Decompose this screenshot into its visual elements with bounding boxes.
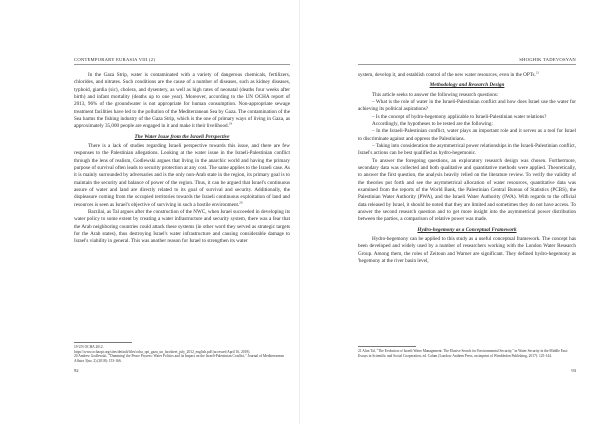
right-paragraph-design: To answer the foregoing questions, an exploratory research design was chosen. Furthermore, secondary data was collected and both qualitative and quantitative methods were applied. Theoretically, to answer the first question, the analysis heavily relied on the literature review. To verify the validity of the theories put forth and see the asymmetrical allocation of water resources, quantitative data was examined from the reports of the World Bank, the Palestinian Central Bureau of Statistics (PCBS), the Palestinian Water Authority (PWA), and the Israeli Water Authority (IWA). With regards to the official data released by Israel, it should be noted that they are limited and sometimes they do not have access. To answer the second research question and to get more insight into the asymmetrical power distribution between the parties, a comparison of relative power was made.: [358, 157, 576, 223]
hydro-hegemony-heading: Hydro-hegemony as a Conceptual Framework: [417, 226, 517, 233]
right-footnotes: [358, 340, 576, 358]
left-running-head: CONTEMPORARY EURASIA VIII (2): [74, 57, 156, 62]
left-footnotes: [74, 336, 290, 364]
right-paragraph-1: This article seeks to answer the following research questions:: [372, 91, 499, 98]
footnote-19-url[interactable]: https://www.ochaopt.org/sites/default/files/ocha_opt_gaza_un_factsheet_july_2012_english.pdf (accessed April 16, 2019).: [74, 349, 251, 354]
footnote-19: 19 UN OCHA 2012.: [74, 345, 104, 349]
left-paragraph-1: In the Gaza Strip, water is contaminated with a variety of dangerous chemicals, fertilizers, chlorides, and nitrates. Such conditions are the cause of a number of diseases, such as kidney diseases, typhoid, giardia (sic), cholera, and dysentery, as well as high rates of neonatal (deaths four weeks after birth) and infant mortality (deaths up to one year). Moreover, according to the UN OCHA report of 2013, 96% of the groundwater is not appropriate for human consumption. Non-appropriate sewage treatment facilities have led to the pollution of the Mediterranean Sea by Gaza. The contamination of the Sea harms the fishing industry of the Gaza Strip, which is the one of primary ways of living in Gaza, as approximately 35,000 people are engaged in it and make it their livelihood.$^{19}$: [74, 72, 290, 130]
right-page: [300, 0, 600, 424]
research-question-2: – Is the concept of hydro-hegemony applicable to Israeli-Palestinian water relations?: [372, 113, 547, 120]
footnote-20: 20 Andrew Godlewski, "'Damming' the Peace Process: Water Politics and its Impact on the Israeli-Palestinian Conflict," Journal of Mediterranean Affairs 3(no. 2) (2018): 153-166.: [74, 354, 284, 364]
footnote-rule: [358, 346, 416, 347]
left-page-number: 92: [74, 368, 79, 373]
right-page-number: 93: [571, 368, 576, 373]
hypotheses-intro: Accordingly, the hypotheses to be tested are the following:: [372, 120, 493, 127]
methodology-heading: Methodology and Research Design: [429, 82, 505, 89]
right-opening-paragraph: system, develop it, and establish control of the new water resources, even in the OPTs.$^{21}$: [358, 70, 539, 78]
research-question-1: – What is the role of water in the Israeli-Palestinian conflict and how does Israel use the water for achieving its political aspirations?: [358, 98, 576, 113]
left-paragraph-2: There is a lack of studies regarding Israeli perspective towards this issue, and there are few responses to the Palestinian allegations. Looking at the water issue in the Israeli-Palestinian conflict through the lens of realism, Godlewski argues that living in the anarchic world and having the primary purpose of survival often leads to security protection at any cost. The same applies to the Israeli case. As it is mainly surrounded by adversaries and is the only non-Arab state in the region, its primary goal is to maintain the security and balance of power of the region. Thus, it can be argued that Israel's continuous assure of water and land are directly related to its goal of survival and security. Additionally, the displeasure coming from the occupied territories towards the Israeli continuous exploitation of land and resources is seen as Israel's objective of surviving in such a hostile environment.$^{20}$: [74, 142, 290, 208]
left-paragraph-3: Barzilai, as Tal argues after the construction of the NWC, when Israel succeeded in developing its water policy to some extent by creating a water infrastructure and security system, there was a fear that the Arab neighboring countries could attack these systems (in other word they served as strategic targets for the Arab states), thus destroying Israel's water infrastructure and causing considerable damage to Israel's viability in general. This was another reason for Israel to strengthen its water: [74, 209, 290, 245]
left-page-header: [74, 50, 290, 65]
left-section-heading: The Water Issue from the Israeli Perspective: [134, 133, 230, 140]
right-paragraph-hydro: Hydro-hegemony can be applied to this study as a useful conceptual framework. The concept has been developed and widely used by a number of researchers working with the London Water Research Group. Among them, the roles of Zeitoun and Warner are significant. They defined hydro-hegemony as 'hegemony at the river basin level,: [358, 235, 576, 264]
right-page-body: [358, 72, 576, 265]
hypothesis-1: – In the Israeli-Palestinian conflict, water plays an important role and it serves as a tool for Israel to discriminate against and oppress the Palestinians.: [358, 128, 576, 142]
right-page-header: [358, 50, 576, 65]
footnote-21: 21 Alon Tal, "The Evolution of Israeli Water Management: The Elusive Search for Environmental Security," in Water Security in the Middle East: Essays in Scientific and Social Cooperation, ed. Calum (London: Anthem Press, an imprint of Wimbledon Publishing, 2017): 125-144.: [358, 349, 568, 358]
hypothesis-2: – Taking into consideration the asymmetrical power relationships in the Israeli-Palestinian conflict, Israel's actions can be best qualified as hydro-hegemonic.: [358, 142, 576, 157]
right-running-head: SHOGHIK TADEVOSYAN: [519, 57, 576, 62]
footnote-ref-21[interactable]: 21: [535, 70, 539, 75]
footnote-rule: [74, 342, 132, 343]
footnote-ref-20[interactable]: 20: [239, 200, 243, 205]
left-page-body: [74, 72, 290, 246]
footnote-ref-19[interactable]: 19: [228, 121, 233, 126]
